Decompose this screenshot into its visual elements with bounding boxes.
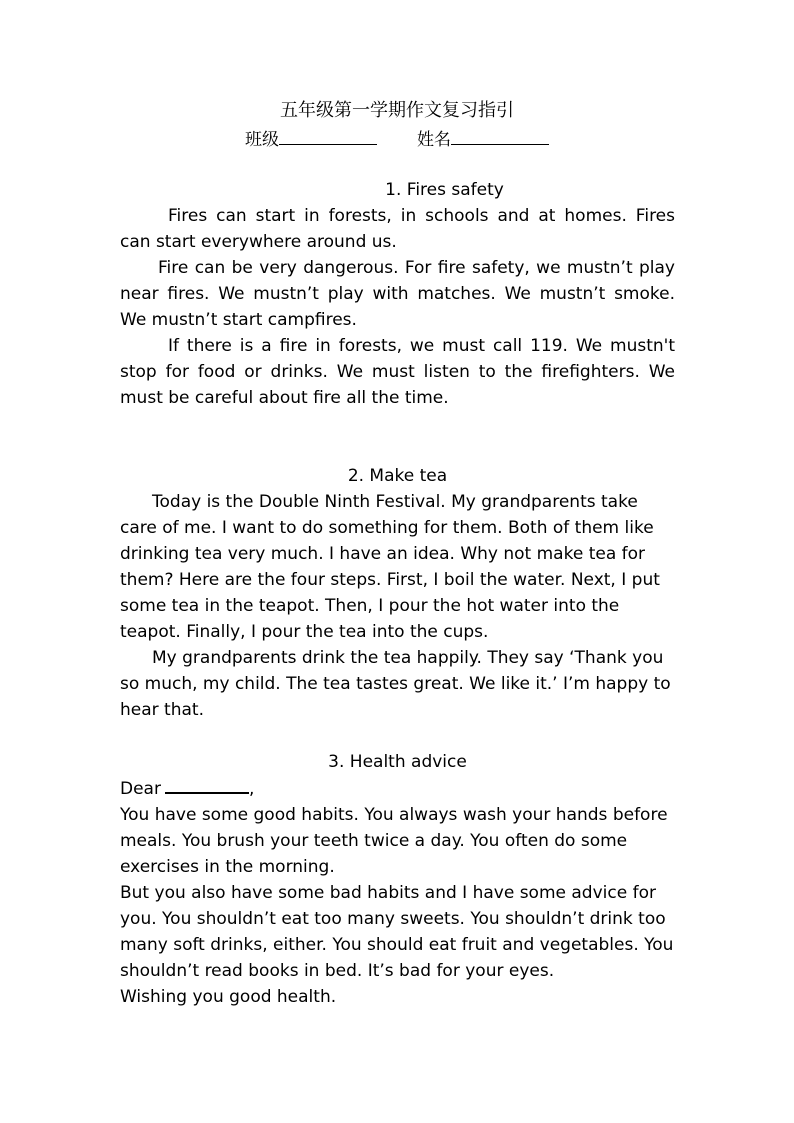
paragraph: Fire can be very dangerous. For fire safety, we mustn’t play near fires. We mustn’t play with matches. We mustn’t smoke. We mustn’t start campfires. — [120, 258, 675, 330]
section-make-tea — [120, 463, 675, 723]
section-health-advice — [120, 749, 675, 1010]
section-heading: 2. Make tea — [347, 466, 448, 486]
section-fires-safety — [120, 177, 675, 411]
paragraph: My grandparents drink the tea happily. They say ‘Thank you so much, my child. The tea tastes great. We like it.’ I’m happy to hear that. — [120, 648, 671, 720]
salutation: Dear — [120, 779, 161, 799]
name-label: 姓名 — [417, 130, 451, 150]
student-info-fields — [0, 126, 794, 153]
name-blank[interactable] — [451, 126, 549, 145]
class-label: 班级 — [245, 130, 279, 150]
paragraph: Wishing you good health. — [120, 987, 337, 1007]
section-heading: 3. Health advice — [328, 752, 467, 772]
section-heading: 1. Fires safety — [385, 180, 504, 200]
paragraph: But you also have some bad habits and I have some advice for you. You shouldn’t eat too many sweets. You shouldn’t drink too many soft drinks, either. You should eat fruit and vegetables. You shouldn’t read books in bed. It’s bad for your eyes. — [120, 883, 674, 981]
paragraph: Fires can start in forests, in schools and at homes. Fires can start everywhere around us. — [120, 206, 675, 252]
paragraph: You have some good habits. You always wash your hands before meals. You brush your teeth twice a day. You often do some exercises in the morning. — [120, 805, 668, 877]
paragraph: Today is the Double Ninth Festival. My grandparents take care of me. I want to do something for them. Both of them like drinking tea very much. I have an idea. Why not make tea for them? Here are the four steps. First, I boil the water. Next, I put some tea in the teapot. Then, I pour the hot water into the teapot. Finally, I pour the tea into the cups. — [120, 492, 660, 642]
document-title: 五年级第一学期作文复习指引 — [280, 100, 514, 121]
salutation-line — [120, 775, 675, 802]
salutation-comma: , — [248, 779, 255, 799]
recipient-blank[interactable] — [165, 775, 249, 794]
paragraph: If there is a fire in forests, we must call 119. We mustn't stop for food or drinks. We must listen to the firefighters. We must be careful about fire all the time. — [120, 336, 675, 408]
class-blank[interactable] — [279, 126, 377, 145]
